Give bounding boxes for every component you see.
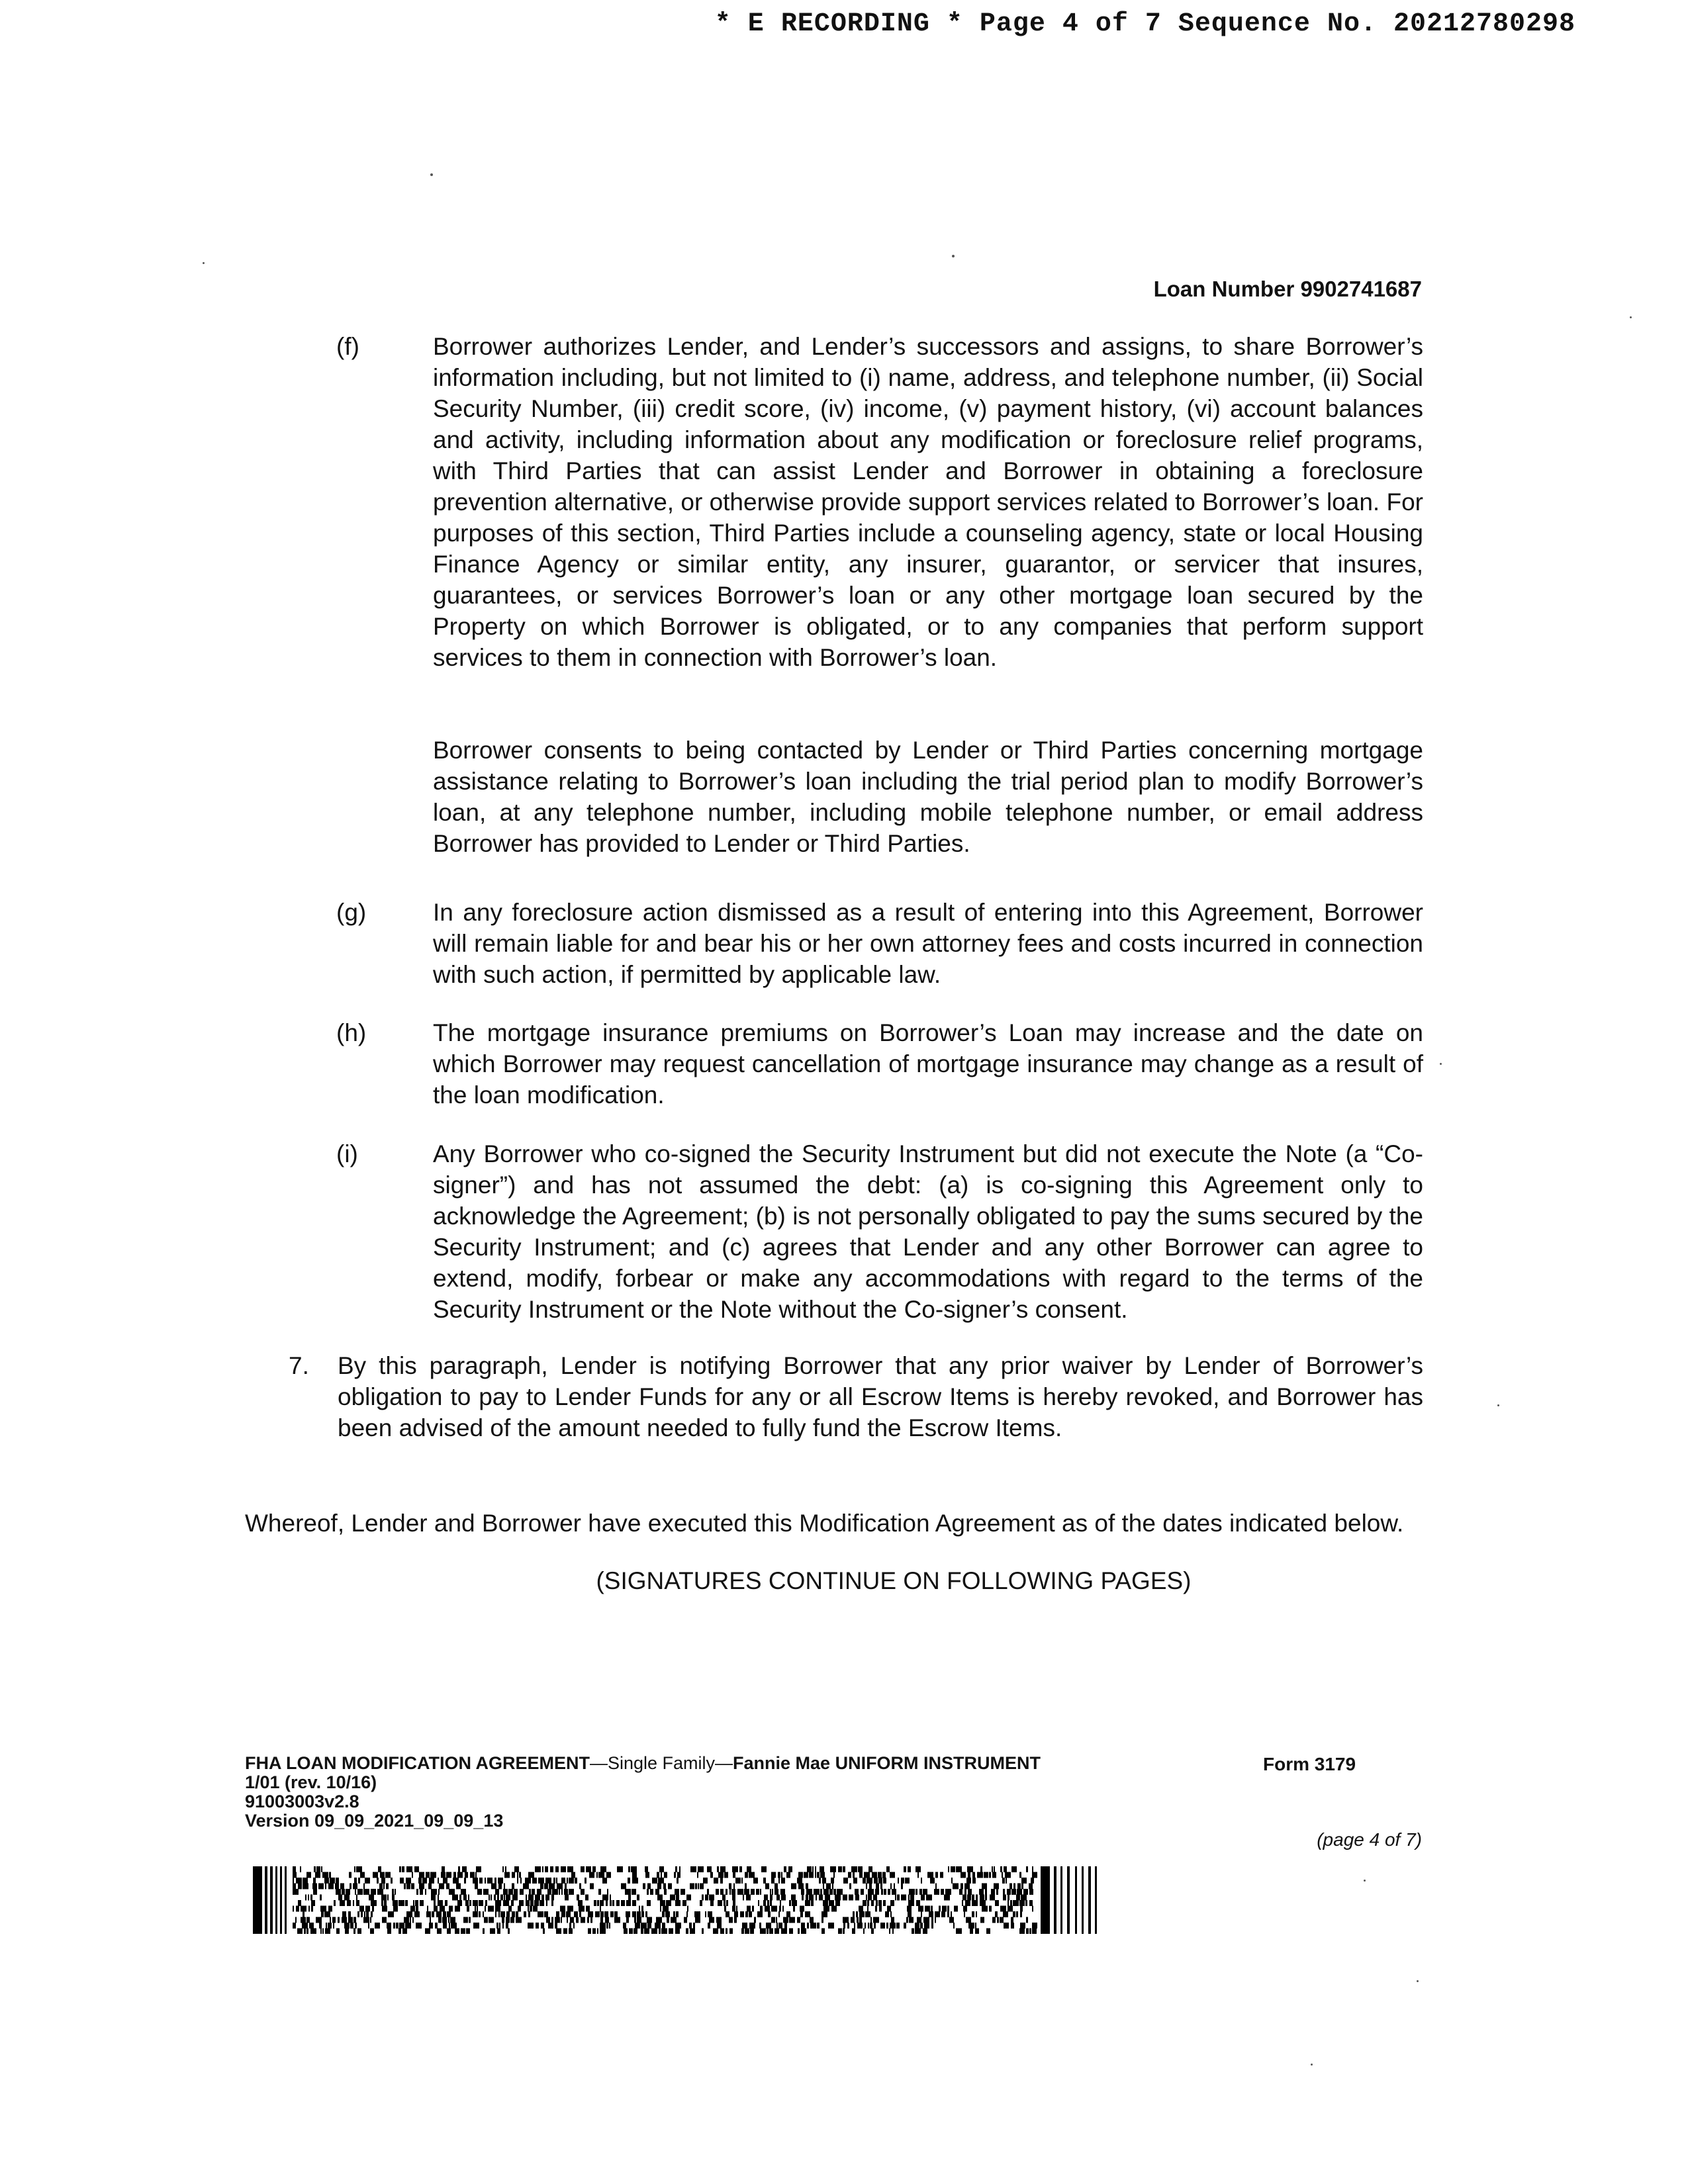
item-h-label: (h) bbox=[336, 1019, 367, 1046]
recording-stamp: * E RECORDING * Page 4 of 7 Sequence No. 20212780298 bbox=[714, 9, 1575, 39]
signatures-continue-note: (SIGNATURES CONTINUE ON FOLLOWING PAGES) bbox=[596, 1567, 1192, 1594]
item-f-paragraph1: Borrower authorizes Lender, and Lender’s successors and assigns, to share Borrower’s information including, but not limited to (i) name, address, and telephone number, (ii) Social Security Number, (iii) credit score, (iv) income, (v) payment history, (vi) account balances and activity, including information about any modification or foreclosure relief programs, with Third Parties that can assist Lender and Borrower in obtaining a foreclosure prevention alternative, or otherwise provide support services related to Borrower’s loan. For purposes of this section, Third Parties include a counseling agency, state or local Housing Finance Agency or similar entity, any insurer, guarantor, or servicer that insures, guarantees, or services Borrower’s loan or any other mortgage loan secured by the Property on which Borrower is obligated, or to any companies that perform support services to them in connection with Borrower’s loan. bbox=[433, 333, 1423, 671]
scan-speck bbox=[203, 262, 205, 264]
scan-speck bbox=[1311, 2064, 1313, 2066]
form-title-part3: Fannie Mae UNIFORM INSTRUMENT bbox=[733, 1753, 1041, 1773]
scan-speck bbox=[952, 255, 955, 257]
scan-speck bbox=[1497, 1404, 1499, 1406]
whereof-clause: Whereof, Lender and Borrower have executed this Modification Agreement as of the dates indicated below. bbox=[245, 1510, 1404, 1537]
form-title-part1: FHA LOAN MODIFICATION AGREEMENT bbox=[245, 1753, 590, 1773]
form-footer bbox=[245, 1754, 1041, 1831]
paragraph-7-label: 7. bbox=[289, 1352, 309, 1379]
loan-number: Loan Number 9902741687 bbox=[1153, 277, 1422, 301]
item-g-label: (g) bbox=[336, 899, 367, 926]
item-g-text: In any foreclosure action dismissed as a result of entering into this Agreement, Borrower will remain liable for and bear his or her own attorney fees and costs incurred in connection with such action, if permitted by applicable law. bbox=[433, 899, 1423, 988]
form-doc-code: 91003003v2.8 bbox=[245, 1792, 359, 1811]
page-indicator: (page 4 of 7) bbox=[1317, 1829, 1422, 1850]
scan-speck bbox=[1630, 316, 1632, 318]
barcode-image bbox=[253, 1866, 1100, 1934]
scan-speck bbox=[1417, 1980, 1419, 1982]
form-revision: 1/01 (rev. 10/16) bbox=[245, 1772, 377, 1792]
item-f-paragraph2: Borrower consents to being contacted by Lender or Third Parties concerning mortgage assistance relating to Borrower’s loan including the trial period plan to modify Borrower’s loan, at any telephone number, including mobile telephone number, or email address Borrower has provided to Lender or Third Parties. bbox=[433, 737, 1423, 857]
form-title bbox=[245, 1754, 1041, 1773]
scan-speck bbox=[1440, 1063, 1442, 1065]
form-number: Form 3179 bbox=[1263, 1754, 1356, 1774]
item-h-text: The mortgage insurance premiums on Borrower’s Loan may increase and the date on which Borrower may request cancellation of mortgage insurance may change as a result of the loan modification. bbox=[433, 1019, 1423, 1109]
paragraph-7-text: By this paragraph, Lender is notifying Borrower that any prior waiver by Lender of Borrower’s obligation to pay to Lender Funds for any or all Escrow Items is hereby revoked, and Borrower has been advised of the amount needed to fully fund the Escrow Items. bbox=[338, 1352, 1423, 1441]
item-i-text: Any Borrower who co-signed the Security Instrument but did not execute the Note (a “Co-signer”) and has not assumed the debt: (a) is co-signing this Agreement only to acknowledge the Agreement; (b) is not personally obligated to pay the sums secured by the Security Instrument; and (c) agrees that Lender and any other Borrower can agree to extend, modify, forbear or make any accommodations with regard to the terms of the Security Instrument or the Note without the Co-signer’s consent. bbox=[433, 1140, 1423, 1323]
form-version: Version 09_09_2021_09_09_13 bbox=[245, 1811, 504, 1831]
item-f-label: (f) bbox=[336, 333, 359, 360]
item-i-label: (i) bbox=[336, 1140, 358, 1167]
form-title-part2: —Single Family— bbox=[589, 1753, 733, 1773]
scan-speck bbox=[1364, 1880, 1366, 1882]
scan-speck bbox=[430, 173, 433, 176]
